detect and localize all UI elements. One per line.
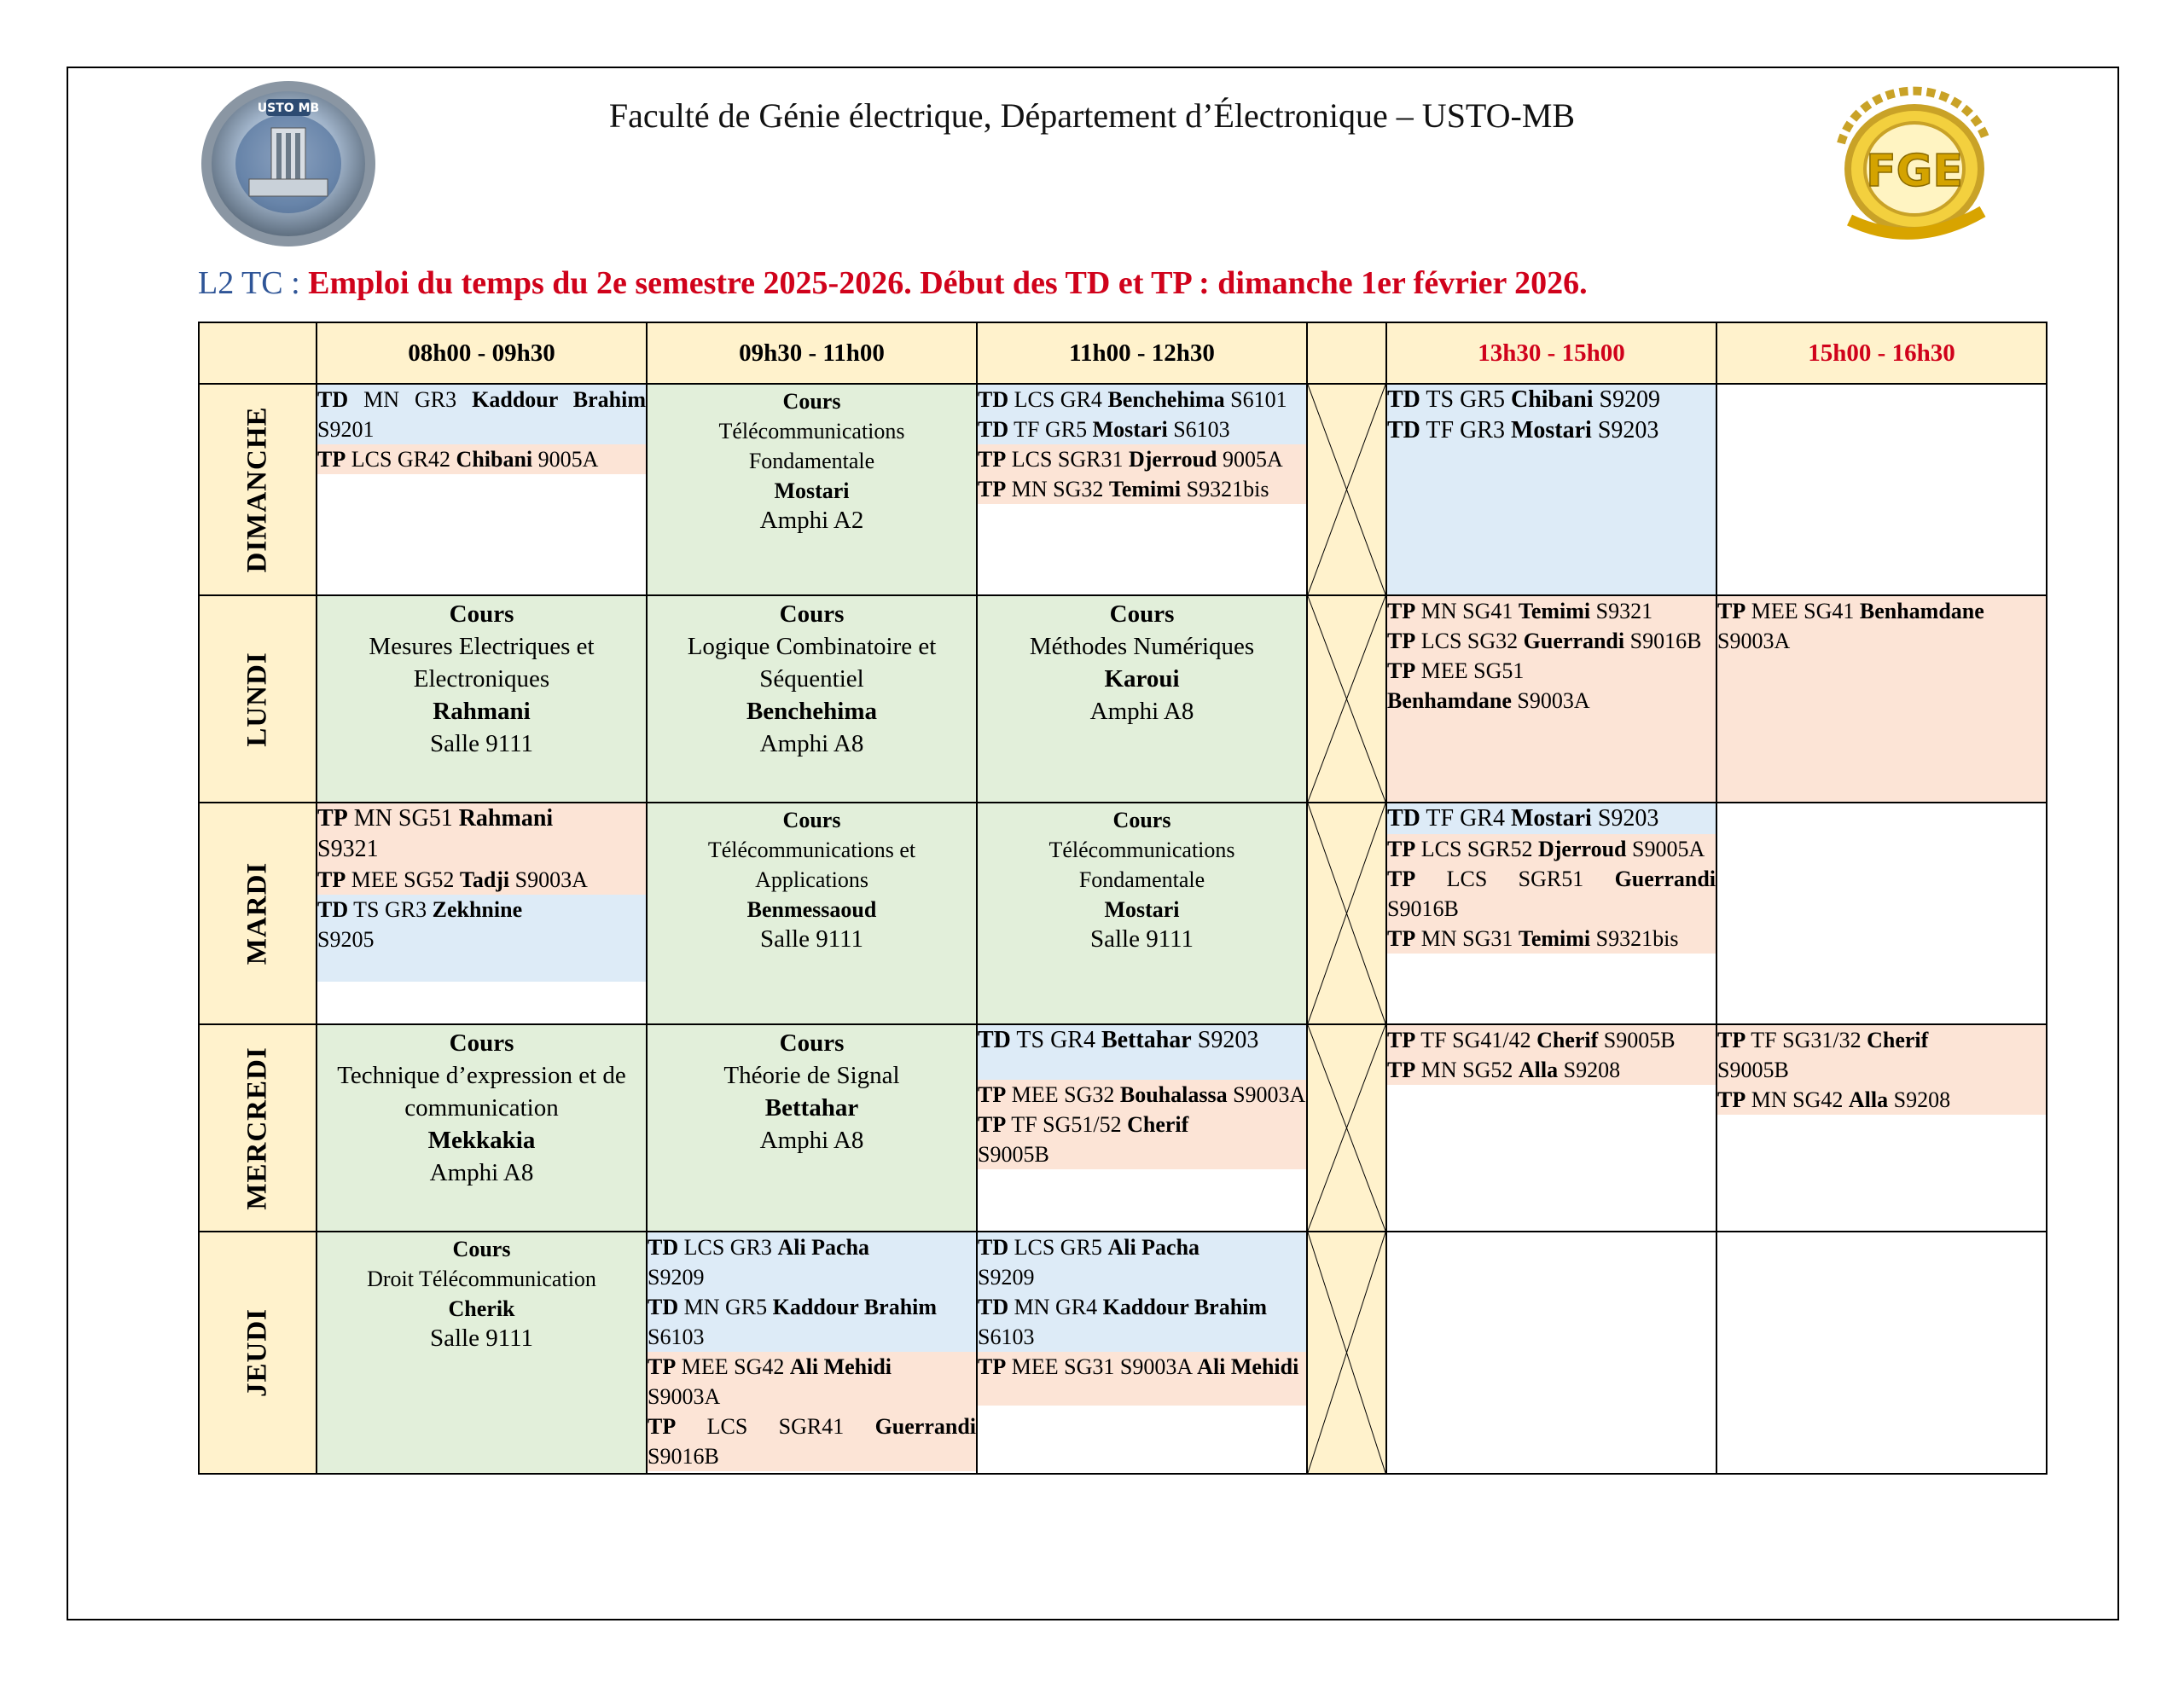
slot-cell [1386,384,1716,595]
empty-cell [1386,1232,1716,1474]
slot-header: 09h30 - 11h00 [647,322,977,384]
day-label-cell [199,1024,317,1232]
session-entry: TP MEE SG52 Tadji S9003A [317,865,646,895]
timetable [198,322,2048,1475]
session-entry: TP MN SG31 Temimi S9321bis [1387,924,1716,954]
session-entry: TP LCS GR42 Chibani 9005A [317,444,646,474]
cours-cell [977,595,1307,803]
cours-block: Cours Télécommunications Fondamentale Mostari Salle 9111 [1048,808,1235,953]
session-entry: TP MN SG52 Alla S9208 [1387,1055,1716,1085]
fge-logo [1815,75,2013,251]
cours-block: Cours Théorie de Signal Bettahar Amphi A8 [723,1029,900,1154]
day-label: DIMANCHE [241,406,273,573]
pause-cell [1307,384,1386,595]
slot-cell [317,384,647,595]
cours-cell [647,595,977,803]
slot-cell [977,1024,1307,1232]
session-entry: TD LCS GR3 Ali Pacha S9209 [648,1232,976,1292]
pause-cell [1307,1024,1386,1232]
session-entry: TP LCS SGR41 Guerrandi S9016B [648,1412,976,1471]
session-entry: TD TS GR3 Zekhnine S9205 [317,895,646,982]
session-entry: TD TF GR4 Mostari S9203 [1387,803,1716,834]
session-entry: TP TF SG51/52 Cherif S9005B [978,1110,1306,1169]
session-entry: TD MN GR5 Kaddour Brahim S6103 [648,1292,976,1352]
slot-header: 11h00 - 12h30 [977,322,1307,384]
usto-mb-logo [198,78,379,249]
cours-cell [317,595,647,803]
cours-block: Cours Mesures Electriques et Electroniques Rahmani Salle 9111 [369,600,595,757]
empty-cell [1716,384,2047,595]
pause-cell [1307,803,1386,1024]
session-entry: TD TS GR4 Bettahar S9203 [978,1025,1306,1080]
slot-cell [317,803,647,1024]
slot-cell [647,1232,977,1474]
faculty-title: Faculté de Génie électrique, Département d’Électronique – USTO-MB [608,96,1576,135]
session-entry: TP MN SG41 Temimi S9321 [1387,599,1653,623]
session-entry: TP MEE SG51 Benhamdane S9003A [1387,658,1590,713]
session-entry: TD TS GR5 Chibani S9209 [1387,386,1661,413]
day-row-dimanche [199,384,2047,595]
session-entry: TD LCS GR5 Ali Pacha S9209 [978,1232,1306,1292]
slot-cell [977,384,1307,595]
slot-cell [1386,595,1716,803]
slot-cell [1716,1024,2047,1232]
day-label: JEUDI [241,1307,273,1398]
cours-cell [317,1024,647,1232]
cours-cell [647,384,977,595]
day-row-mercredi [199,1024,2047,1232]
cours-cell [647,1024,977,1232]
session-entry: TP MN SG51 Rahmani S9321 [317,803,646,865]
session-entry: TP TF SG31/32 Cherif S9005B [1717,1025,2046,1085]
day-label-cell [199,595,317,803]
fge-logo-text: FGE [1866,146,1963,197]
session-entry: TD TF GR5 Mostari S6103 [978,415,1306,444]
day-row-jeudi [199,1232,2047,1474]
cours-block: Cours Télécommunications Fondamentale Mostari Amphi A2 [718,389,905,534]
corner-cell [199,322,317,384]
day-label: LUNDI [241,651,273,747]
slot-cell [1716,595,2047,803]
session-entry: TD MN GR3 Kaddour Brahim S9201 [317,385,646,444]
schedule-subtitle [198,264,1588,302]
day-label-cell [199,1232,317,1474]
slot-cell [977,1232,1307,1474]
day-row-lundi [199,595,2047,803]
session-entry: TP MEE SG42 Ali Mehidi S9003A [648,1352,976,1412]
cours-cell [647,803,977,1024]
session-entry: TP MN SG32 Temimi S9321bis [978,474,1306,504]
session-entry: TD TF GR3 Mostari S9203 [1387,417,1659,443]
cours-block: Cours Droit Télécommunication Cherik Salle 9111 [367,1237,596,1352]
pause-cell [1307,1232,1386,1474]
empty-cell [1716,1232,2047,1474]
empty-cell [1716,803,2047,1024]
day-label: MERCREDI [241,1046,273,1210]
schedule-heading: Emploi du temps du 2e semestre 2025-2026. Début des TD et TP : dimanche 1er février 2026. [308,265,1588,301]
slot-header: 08h00 - 09h30 [317,322,647,384]
usto-mb-logo-text: USTO MB [257,101,320,115]
level-label: L2 TC : [198,265,300,301]
slot-cell [1386,803,1716,1024]
session-entry: TP MEE SG31 S9003A Ali Mehidi [978,1352,1306,1406]
day-label: MARDI [241,861,273,965]
cours-cell [977,803,1307,1024]
session-entry: TP LCS SGR51 Guerrandi S9016B [1387,864,1716,924]
slot-header: 15h00 - 16h30 [1716,322,2047,384]
session-entry: TP LCS SGR31 Djerroud 9005A [978,444,1306,474]
session-entry: TD MN GR4 Kaddour Brahim S6103 [978,1292,1306,1352]
cours-block: Cours Logique Combinatoire et Séquentiel Benchehima Amphi A8 [687,600,937,757]
session-entry: TP LCS SGR52 Djerroud S9005A [1387,834,1716,864]
day-row-mardi [199,803,2047,1024]
session-entry: TD LCS GR4 Benchehima S6101 [978,385,1306,415]
cours-block: Cours Méthodes Numériques Karoui Amphi A8 [1029,600,1255,725]
slot-cell [1386,1024,1716,1232]
day-label-cell [199,384,317,595]
session-entry: TP MN SG42 Alla S9208 [1717,1085,2046,1115]
session-entry: TP MEE SG41 Benhamdane S9003A [1717,599,1984,653]
cours-block: Cours Télécommunications et Applications Benmessaoud Salle 9111 [707,808,916,953]
session-entry: TP MEE SG32 Bouhalassa S9003A [978,1080,1306,1110]
session-entry: TP LCS SG32 Guerrandi S9016B [1387,629,1702,653]
session-entry: TP TF SG41/42 Cherif S9005B [1387,1025,1716,1055]
cours-cell [317,1232,647,1474]
slot-header-row [199,322,2047,384]
pause-cell [1307,595,1386,803]
slot-header: 13h30 - 15h00 [1386,322,1716,384]
cours-block: Cours Technique d’expression et de communication Mekkakia Amphi A8 [337,1029,626,1186]
pause-header [1307,322,1386,384]
day-label-cell [199,803,317,1024]
